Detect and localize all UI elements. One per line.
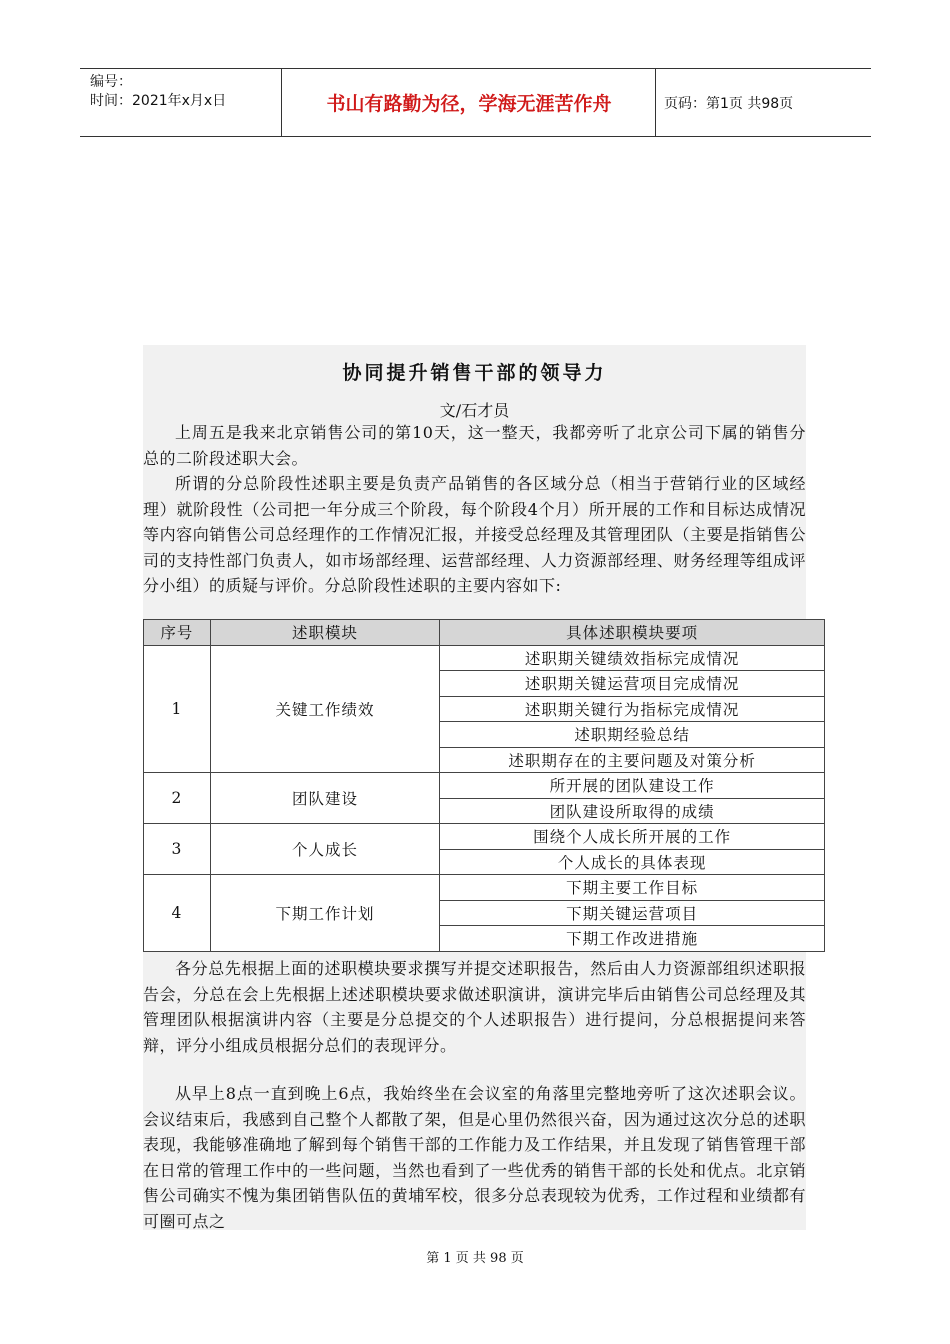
row-no: 3 — [144, 824, 211, 875]
row-item: 下期工作改进措施 — [440, 926, 825, 952]
row-module: 关键工作绩效 — [210, 645, 439, 773]
row-item: 个人成长的具体表现 — [440, 849, 825, 875]
row-item: 述职期关键绩效指标完成情况 — [440, 645, 825, 671]
row-module: 团队建设 — [210, 773, 439, 824]
row-no: 4 — [144, 875, 211, 952]
row-item: 下期关键运营项目 — [440, 900, 825, 926]
header-module: 述职模块 — [210, 620, 439, 646]
page-footer: 第 1 页 共 98 页 — [426, 1251, 524, 1266]
header-items: 具体述职模块要项 — [440, 620, 825, 646]
table-header-row — [144, 620, 825, 646]
paragraph-2: 所谓的分总阶段性述职主要是负责产品销售的各区域分总（相当于营销行业的区域经理）就阶段性（公司把一年分成三个阶段，每个阶段4个月）所开展的工作和目标达成情况等内容向销售公司总经理作的工作情况汇报，并接受总经理及其管理团队（主要是指销售公司的支持性部门负责人，如市场部经理、运营部经理、人力资源部经理、财务经理等组成评分小组）的质疑与评价。分总阶段性述职的主要内容如下: — [143, 474, 806, 596]
row-item: 述职期存在的主要问题及对策分析 — [440, 747, 825, 773]
row-no: 1 — [144, 645, 211, 773]
row-item: 围绕个人成长所开展的工作 — [440, 824, 825, 850]
header-page-info: 页码：第1页 共98页 — [664, 95, 794, 112]
article-title: 协同提升销售干部的领导力 — [342, 362, 607, 384]
row-module: 个人成长 — [210, 824, 439, 875]
row-item: 述职期关键运营项目完成情况 — [440, 671, 825, 697]
paragraph-3: 各分总先根据上面的述职模块要求撰写并提交述职报告，然后由人力资源部组织述职报告会，分总在会上先根据上述述职模块要求做述职演讲，演讲完毕后由销售公司总经理及其管理团队根据演讲内容（主要是分总提交的个人述职报告）进行提问，分总根据提问来答辩，评分小组成员根据分总们的表现评分。 — [143, 959, 806, 1055]
header-meta — [80, 69, 282, 136]
table-row — [144, 773, 825, 799]
row-module: 下期工作计划 — [210, 875, 439, 952]
table-row — [144, 875, 825, 901]
page-header — [80, 68, 871, 137]
report-table — [143, 619, 825, 952]
number-label: 编号： — [90, 74, 132, 90]
row-item: 所开展的团队建设工作 — [440, 773, 825, 799]
article-author: 文/石才员 — [439, 401, 510, 420]
header-motto: 书山有路勤为径，学海无涯苦作舟 — [283, 69, 656, 136]
row-item: 下期主要工作目标 — [440, 875, 825, 901]
header-no: 序号 — [144, 620, 211, 646]
table-row — [144, 824, 825, 850]
table-row — [144, 645, 825, 671]
row-item: 述职期经验总结 — [440, 722, 825, 748]
time-label: 时间：2021年x月x日 — [90, 93, 227, 109]
paragraph-4: 从早上8点一直到晚上6点，我始终坐在会议室的角落里完整地旁听了这次述职会议。会议结束后，我感到自己整个人都散了架，但是心里仍然很兴奋，因为通过这次分总的述职表现，我能够准确地了解到每个销售干部的工作能力及工作结果，并且发现了销售管理干部在日常的管理工作中的一些问题，当然也看到了一些优秀的销售干部的长处和优点。北京销售公司确实不愧为集团销售队伍的黄埔军校，很多分总表现较为优秀，工作过程和业绩都有可圈可点之 — [143, 1084, 806, 1231]
row-item: 述职期关键行为指标完成情况 — [440, 696, 825, 722]
row-no: 2 — [144, 773, 211, 824]
paragraph-1: 上周五是我来北京销售公司的第10天，这一整天，我都旁听了北京公司下属的销售分总的二阶段述职大会。 — [143, 423, 806, 468]
row-item: 团队建设所取得的成绩 — [440, 798, 825, 824]
